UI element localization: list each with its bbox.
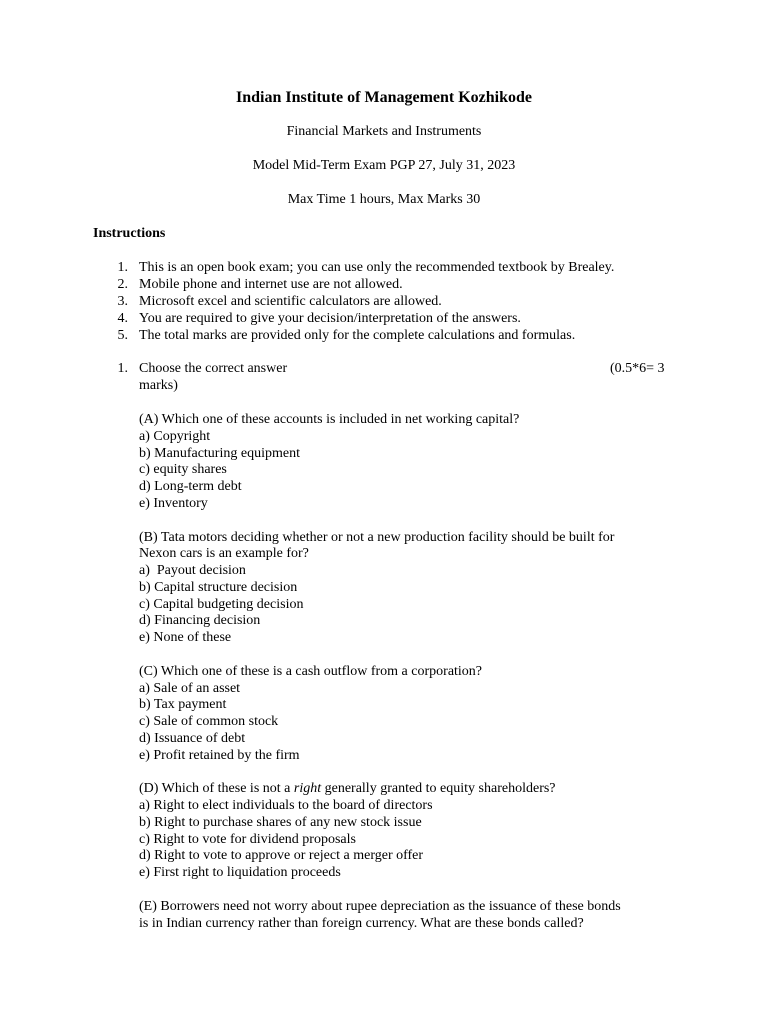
instruction-text: This is an open book exam; you can use only the recommended textbook by Brealey. <box>139 260 615 275</box>
course-name: Financial Markets and Instruments <box>286 124 482 139</box>
instruction-text: The total marks are provided only for the complete calculations and formulas. <box>139 328 576 343</box>
part-e-question-line1: (E) Borrowers need not worry about rupee depreciation as the issuance of these bonds <box>139 899 621 914</box>
option: b) Manufacturing equipment <box>139 446 300 461</box>
option: e) First right to liquidation proceeds <box>139 865 341 880</box>
option: e) Inventory <box>139 496 208 511</box>
part-e-question-line2: is in Indian currency rather than foreign currency. What are these bonds called? <box>139 916 584 931</box>
option: d) Financing decision <box>139 613 261 628</box>
instruction-number: 2. <box>117 277 128 292</box>
option: c) Sale of common stock <box>139 714 279 729</box>
part-d-question <box>139 781 556 798</box>
question-marks-continued: marks) <box>139 378 178 393</box>
option: a) Copyright <box>139 429 211 444</box>
part-b-question-line2: Nexon cars is an example for? <box>139 546 309 561</box>
option: a) Right to elect individuals to the board of directors <box>139 798 433 813</box>
instruction-number: 4. <box>117 311 128 326</box>
part-d-question-pre: (D) Which of these is not a <box>139 781 294 796</box>
exam-name: Model Mid-Term Exam PGP 27, July 31, 2023 <box>252 158 516 173</box>
instruction-number: 5. <box>117 328 128 343</box>
option: d) Long-term debt <box>139 479 242 494</box>
part-c-question: (C) Which one of these is a cash outflow from a corporation? <box>139 664 483 679</box>
part-d-question-post: generally granted to equity shareholders? <box>321 781 556 796</box>
option: b) Capital structure decision <box>139 580 298 595</box>
option: d) Right to vote to approve or reject a merger offer <box>139 848 424 863</box>
option: e) None of these <box>139 630 232 645</box>
question-text: Choose the correct answer <box>139 361 288 376</box>
option: c) equity shares <box>139 462 227 477</box>
institute-title: Indian Institute of Management Kozhikode <box>235 89 533 106</box>
option: b) Tax payment <box>139 697 227 712</box>
question-number: 1. <box>117 361 128 376</box>
part-d-question-italic: right <box>293 781 322 796</box>
instructions-heading: Instructions <box>93 226 166 241</box>
instruction-text: Microsoft excel and scientific calculators are allowed. <box>139 294 442 309</box>
instruction-number: 3. <box>117 294 128 309</box>
option: a) Payout decision <box>139 563 246 578</box>
time-marks: Max Time 1 hours, Max Marks 30 <box>287 192 481 207</box>
option: a) Sale of an asset <box>139 681 241 696</box>
option: d) Issuance of debt <box>139 731 246 746</box>
option: b) Right to purchase shares of any new stock issue <box>139 815 422 830</box>
option: c) Right to vote for dividend proposals <box>139 832 356 847</box>
question-marks: (0.5*6= 3 <box>610 361 665 376</box>
option: e) Profit retained by the firm <box>139 748 300 763</box>
option: c) Capital budgeting decision <box>139 597 304 612</box>
instruction-text: You are required to give your decision/interpretation of the answers. <box>139 311 521 326</box>
instruction-text: Mobile phone and internet use are not allowed. <box>139 277 403 292</box>
instruction-number: 1. <box>117 260 128 275</box>
part-b-question-line1: (B) Tata motors deciding whether or not a new production facility should be built for <box>139 530 615 545</box>
part-a-question: (A) Which one of these accounts is included in net working capital? <box>139 412 520 427</box>
